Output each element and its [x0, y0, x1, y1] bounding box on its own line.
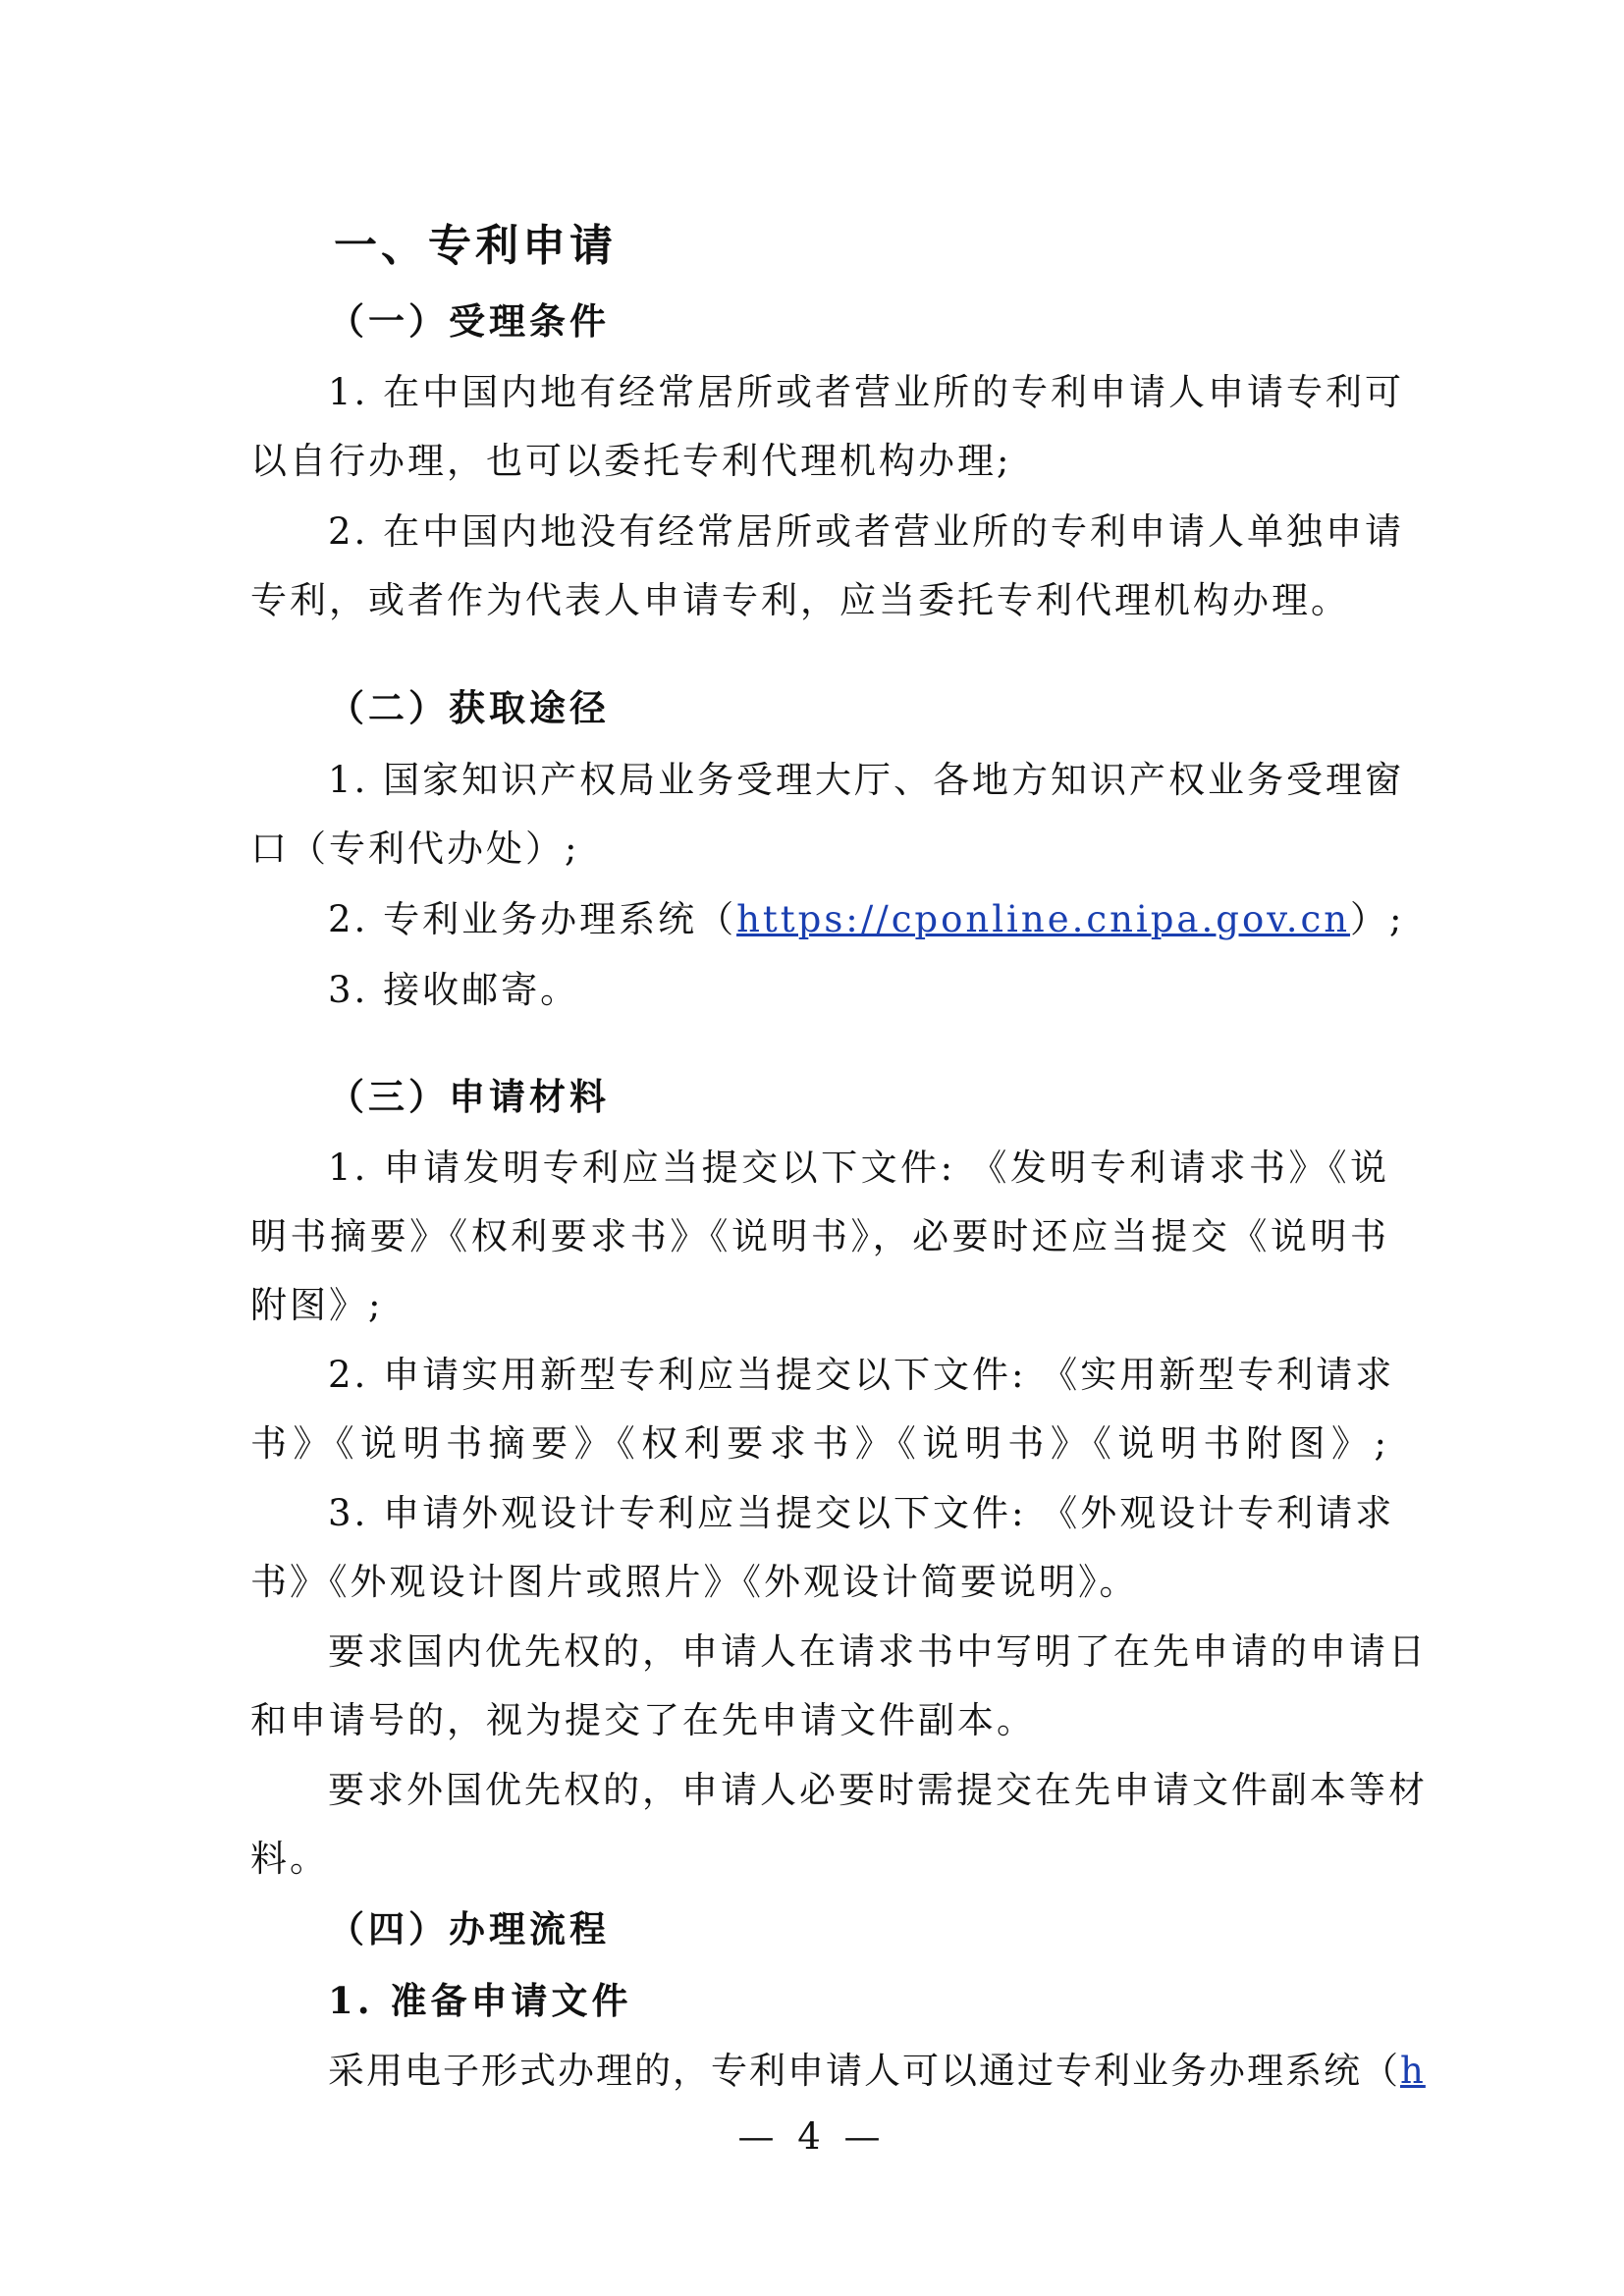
- paragraph-line: 1. 在中国内地有经常居所或者营业所的专利申请人申请专利可: [328, 371, 1405, 413]
- subsection-title-conditions: （一）受理条件: [328, 300, 610, 343]
- paragraph-line: 附图》;: [250, 1284, 384, 1326]
- subsection-title-channels: （二）获取途径: [328, 687, 610, 729]
- paragraph-line: 1. 申请发明专利应当提交以下文件: 《发明专利请求书》《说: [328, 1147, 1389, 1189]
- subsection-title-materials: （三）申请材料: [328, 1076, 610, 1118]
- paragraph-line: [328, 896, 1467, 943]
- line-text: ）;: [1350, 898, 1405, 940]
- paragraph-line: 料。: [250, 1838, 329, 1880]
- paragraph-line: 以自行办理，也可以委托专利代理机构办理;: [250, 440, 1012, 482]
- subsection-title-process: （四）办理流程: [328, 1908, 610, 1950]
- paragraph-line: 3. 申请外观设计专利应当提交以下文件: 《外观设计专利请求: [328, 1492, 1395, 1534]
- paragraph-line: 2. 在中国内地没有经常居所或者营业所的专利申请人单独申请: [328, 510, 1405, 553]
- paragraph-line: 口（专利代办处）;: [250, 828, 580, 870]
- step-title: 1. 准备申请文件: [328, 1979, 632, 2022]
- paragraph-line: 要求国内优先权的，申请人在请求书中写明了在先申请的申请日: [328, 1630, 1428, 1673]
- section-heading: 一、专利申请: [334, 221, 617, 271]
- paragraph-line: 2. 申请实用新型专利应当提交以下文件: 《实用新型专利请求: [328, 1354, 1395, 1396]
- paragraph-line: 专利，或者作为代表人申请专利，应当委托专利代理机构办理。: [250, 579, 1350, 621]
- paragraph-line: 3. 接收邮寄。: [328, 969, 580, 1011]
- cponline-link[interactable]: https://cponline.cnipa.gov.cn: [736, 898, 1351, 940]
- paragraph-line: [328, 2048, 1467, 2095]
- line-text: 2. 专利业务办理系统（: [328, 898, 737, 940]
- paragraph-line: 和申请号的，视为提交了在先申请文件副本。: [250, 1699, 1036, 1741]
- paragraph-line: 书》《说明书摘要》《权利要求书》《说明书》《说明书附图》;: [250, 1422, 1389, 1465]
- paragraph-line: 书》《外观设计图片或照片》《外观设计简要说明》。: [250, 1561, 1139, 1603]
- page-number: — 4 —: [737, 2115, 887, 2158]
- line-text: 采用电子形式办理的，专利申请人可以通过专利业务办理系统（: [328, 2050, 1400, 2092]
- system-link[interactable]: h: [1400, 2050, 1426, 2092]
- paragraph-line: 要求外国优先权的，申请人必要时需提交在先申请文件副本等材: [328, 1769, 1428, 1811]
- paragraph-line: 1. 国家知识产权局业务受理大厅、各地方知识产权业务受理窗: [328, 759, 1405, 801]
- paragraph-line: 明书摘要》《权利要求书》《说明书》，必要时还应当提交《说明书: [250, 1215, 1389, 1257]
